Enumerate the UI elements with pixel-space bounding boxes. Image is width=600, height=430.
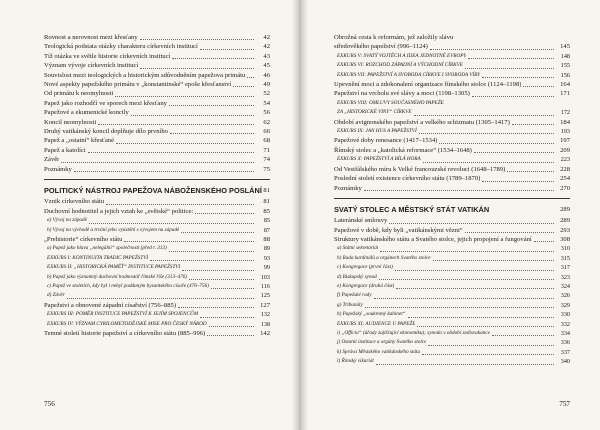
- toc-entry-title: Struktury vatikánského státu a Svatého stolce, jejich propojení a fungování: [334, 235, 532, 243]
- right-section-heading: [334, 198, 570, 214]
- toc-entry-title: a) Papež jako hlava „nelegální“ společnosti (před r. 313): [47, 245, 167, 252]
- right-section-page: 289: [560, 205, 570, 213]
- toc-entry-title: Papež a „ostatní“ křesťané: [44, 137, 115, 145]
- dot-leader: [492, 334, 554, 336]
- toc-entry-page: 340: [560, 358, 570, 366]
- toc-entry-title: EXKURS XI: AUDIENCE U PAPEŽE: [337, 320, 416, 327]
- toc-entry-title: Papežové doby renesance (1417–1534): [334, 137, 438, 145]
- toc-entry-title: d) Biskupský synod: [337, 273, 377, 280]
- left-section-heading: [44, 179, 270, 195]
- toc-entry-page: 116: [260, 282, 270, 290]
- toc-entry-page: 68: [263, 137, 270, 145]
- toc-entry: [334, 52, 570, 61]
- toc-entry: [334, 263, 570, 272]
- toc-entry-title: Papežové a ekumenické koncily: [44, 109, 129, 117]
- toc-entry: [334, 301, 570, 310]
- toc-entry: [334, 320, 570, 329]
- dot-leader: [428, 344, 554, 346]
- toc-entry-page: 127: [260, 301, 270, 309]
- toc-entry-title: h) Papežský „soukromý kabinet“: [337, 311, 406, 318]
- toc-entry: [334, 348, 570, 357]
- dot-leader: [439, 142, 554, 144]
- toc-entry-title: EXKURS IX: JAN HUS A PAPEŽSTVÍ: [337, 128, 417, 135]
- toc-entry-page: 49: [263, 81, 270, 89]
- toc-entry: [334, 357, 570, 366]
- dot-leader: [389, 222, 554, 224]
- dot-leader: [98, 123, 254, 125]
- toc-entry: [44, 127, 270, 136]
- toc-entry-page: 45: [263, 62, 270, 70]
- toc-entry-page: 145: [560, 43, 570, 51]
- toc-entry: [334, 226, 570, 235]
- dot-leader: [178, 306, 254, 308]
- toc-entry-title: k) Správa Městského vatikánského státu: [337, 348, 420, 355]
- dot-leader: [67, 297, 254, 299]
- toc-entry-title: Od primátu k neomylnosti: [44, 90, 114, 98]
- dot-leader: [374, 297, 554, 299]
- toc-entry-title: b) Papež jako významný duchovní hodnostář římské říše (313–476): [47, 273, 188, 280]
- right-toc-bottom: [334, 216, 570, 367]
- toc-entry: [44, 80, 270, 89]
- toc-entry: [334, 174, 570, 183]
- dot-leader: [482, 180, 554, 182]
- toc-entry-title: l) Římský vikariát: [337, 358, 374, 365]
- dot-leader: [172, 57, 254, 59]
- toc-entry: [44, 89, 270, 98]
- toc-entry-page: 324: [560, 282, 570, 290]
- toc-entry-title: Od Vestfálského míru k Velké francouzské revoluci (1648–1789): [334, 165, 506, 173]
- toc-entry: [44, 136, 270, 145]
- toc-entry: [334, 136, 570, 145]
- toc-entry-title: EXKURS VII: PAPEŽSTVÍ A SVOBODA CÍRKVE I SVOBODA VÍRY: [337, 71, 481, 78]
- toc-entry-page: 270: [560, 184, 570, 192]
- toc-entry: [334, 71, 570, 80]
- toc-entry-page: 88: [263, 235, 270, 243]
- dot-leader: [395, 269, 554, 271]
- left-page-number: 756: [44, 400, 55, 408]
- toc-entry-title: Papež a katolíci: [44, 146, 86, 154]
- toc-entry: [44, 146, 270, 155]
- left-toc-bottom: [44, 197, 270, 338]
- dot-leader: [116, 142, 254, 144]
- dot-leader: [365, 306, 554, 308]
- toc-entry-title: a) Vývoj na západě: [47, 217, 87, 224]
- toc-entry: [334, 235, 570, 244]
- toc-entry: [334, 80, 570, 89]
- toc-entry-page: 317: [560, 264, 570, 272]
- toc-entry-page: 132: [260, 311, 270, 319]
- toc-entry-title: EXKURS X: PAPEŽSTVÍ A BÍLÁ HORA: [337, 156, 421, 163]
- dot-leader: [507, 170, 554, 172]
- toc-entry-title: Vznik církevního státu: [44, 198, 105, 206]
- toc-entry-title: g) Tribunály: [337, 301, 363, 308]
- toc-entry-page: 54: [263, 99, 270, 107]
- toc-entry-page: 315: [560, 254, 570, 262]
- toc-entry-title: „Prehistorie“ církevního státu: [44, 235, 123, 243]
- toc-entry: [334, 108, 570, 117]
- toc-entry-page: 172: [560, 109, 570, 117]
- dot-leader: [200, 48, 254, 50]
- toc-entry: [334, 254, 570, 263]
- toc-entry-title: Souvislost mezi teologických a historickým sdůvodněním papežova primátu: [44, 71, 246, 79]
- toc-entry-title: středověkého papežství (996–1124): [334, 43, 428, 51]
- toc-entry: [334, 244, 570, 253]
- toc-entry: [44, 207, 270, 216]
- toc-entry-title: c) Papež ve stoletích, kdy byl i nebyl poddaným byzantského císaře (476–756): [47, 282, 209, 289]
- dot-leader: [169, 250, 254, 252]
- dot-leader: [396, 287, 554, 289]
- toc-entry: [44, 263, 270, 272]
- dot-leader: [140, 67, 254, 69]
- dot-leader: [433, 259, 554, 261]
- toc-entry-page: 52: [263, 90, 270, 98]
- left-section-page: 81: [263, 187, 270, 195]
- toc-entry-page: 330: [560, 311, 570, 319]
- toc-entry: [44, 291, 270, 300]
- toc-entry-page: 209: [560, 146, 570, 154]
- toc-entry-title: EXKURS III: POMĚR INSTITUCE PAPEŽSTVÍ K JEJÍM SPOJENCŮM: [47, 311, 199, 318]
- toc-entry-page: 56: [263, 109, 270, 117]
- toc-entry-page: 85: [263, 217, 270, 225]
- toc-entry-page: 197: [560, 137, 570, 145]
- toc-entry-page: 254: [560, 175, 570, 183]
- toc-entry-title: Poznámky: [334, 184, 362, 192]
- toc-entry-title: EXKURS VI: ROZCHOD ZÁPADNÍ A VÝCHODNÍ CÍRKVE: [337, 62, 463, 69]
- toc-entry: [44, 61, 270, 70]
- right-page: [300, 0, 600, 430]
- toc-entry: [334, 282, 570, 291]
- dot-leader: [169, 104, 254, 106]
- toc-entry-title: Římský stolec a „katolická reformace“ (1534–1648): [334, 146, 472, 154]
- toc-entry-page: 103: [260, 273, 270, 281]
- toc-entry: [334, 329, 570, 338]
- right-toc-top: [334, 33, 570, 193]
- toc-entry-title: f) Papežské rady: [337, 292, 372, 299]
- toc-entry: [44, 254, 270, 263]
- toc-entry-page: 155: [560, 62, 570, 70]
- dot-leader: [482, 76, 554, 78]
- toc-entry-title: ZA „HISTORICKÉ VINY“ CÍRKVE: [337, 109, 412, 116]
- toc-entry-title: Papežství a obnovené západní císařství (756–885): [44, 301, 177, 309]
- toc-entry: [44, 42, 270, 51]
- toc-entry: [334, 99, 570, 108]
- toc-entry-title: EXKURS II: „HISTORICKÁ PAMĚŤ“ INSTITUCE PAPEŽSTVÍ: [47, 264, 181, 271]
- dot-leader: [423, 161, 554, 163]
- toc-entry-page: 125: [260, 292, 270, 300]
- toc-entry-page: 337: [560, 348, 570, 356]
- toc-entry-title: Poznámky: [44, 165, 72, 173]
- toc-entry: [44, 52, 270, 61]
- toc-entry: [44, 226, 270, 235]
- left-section-title: POLITICKÝ NÁSTROJ PAPEŽOVA NÁBOŽENSKÉHO POSLÁNÍ: [44, 186, 262, 196]
- toc-entry-page: 138: [260, 320, 270, 328]
- dot-leader: [74, 170, 254, 172]
- toc-entry: [44, 71, 270, 80]
- toc-entry-title: Význam vývoje církevních institucí: [44, 62, 139, 70]
- dot-leader: [140, 38, 254, 40]
- dot-leader: [414, 114, 554, 116]
- dot-leader: [380, 250, 554, 252]
- toc-entry: [334, 33, 570, 42]
- dot-leader: [182, 269, 254, 271]
- toc-entry: [334, 273, 570, 282]
- toc-entry: [334, 155, 570, 164]
- dot-leader: [465, 231, 554, 233]
- toc-entry: [334, 310, 570, 319]
- toc-entry-page: 148: [560, 52, 570, 60]
- toc-entry-page: 334: [560, 329, 570, 337]
- toc-entry-title: Období avignonského papežství a velkého schizmatu (1305–1417): [334, 118, 510, 126]
- toc-entry-page: 66: [263, 128, 270, 136]
- toc-entry-page: 184: [560, 118, 570, 126]
- dot-leader: [364, 189, 554, 191]
- dot-leader: [422, 353, 554, 355]
- dot-leader: [512, 123, 554, 125]
- toc-entry-title: Papež jako rozhodčí ve sporech mezi křesťany: [44, 99, 167, 107]
- toc-entry-page: 74: [263, 156, 270, 164]
- toc-entry-page: 308: [560, 235, 570, 243]
- toc-entry-page: 156: [560, 71, 570, 79]
- toc-entry: [334, 184, 570, 193]
- dot-leader: [124, 240, 254, 242]
- dot-leader: [379, 278, 554, 280]
- dot-leader: [131, 114, 254, 116]
- toc-entry-title: d) Závěr: [47, 292, 65, 299]
- toc-entry: [334, 216, 570, 225]
- toc-entry-page: 310: [560, 245, 570, 253]
- dot-leader: [247, 76, 254, 78]
- toc-entry: [44, 118, 270, 127]
- dot-leader: [472, 95, 554, 97]
- toc-entry-title: Teologická podstata otázky charakteru církevních institucí: [44, 43, 198, 51]
- toc-entry-title: Papežové v době, kdy byli „vatikánskými vězni“: [334, 226, 463, 234]
- toc-entry-page: 71: [263, 146, 270, 154]
- toc-entry: [334, 146, 570, 155]
- toc-entry-title: c) Kongregace (první část): [337, 264, 393, 271]
- toc-entry-page: 43: [263, 52, 270, 60]
- dot-leader: [150, 259, 254, 261]
- toc-entry-page: 85: [263, 207, 270, 215]
- dot-leader: [211, 287, 254, 289]
- toc-entry: [44, 329, 270, 338]
- dot-leader: [233, 85, 254, 87]
- toc-entry-title: b) Vývoj na východě a trvání jeho vyústění s vývojem na západě: [47, 226, 180, 233]
- toc-entry-page: 42: [263, 34, 270, 41]
- toc-entry: [44, 273, 270, 282]
- toc-entry-page: 193: [560, 128, 570, 136]
- toc-entry-page: 46: [263, 71, 270, 79]
- toc-entry: [44, 216, 270, 225]
- toc-entry-page: 89: [263, 245, 270, 253]
- right-page-number: 757: [559, 400, 570, 408]
- dot-leader: [523, 85, 554, 87]
- dot-leader: [195, 212, 254, 214]
- toc-entry-page: 171: [560, 90, 570, 98]
- toc-entry: [44, 301, 270, 310]
- dot-leader: [430, 48, 554, 50]
- toc-entry: [44, 33, 270, 42]
- dot-leader: [200, 316, 254, 318]
- toc-entry-page: 223: [560, 156, 570, 164]
- toc-entry-title: a) Státní sekretariát: [337, 245, 379, 252]
- dot-leader: [209, 325, 254, 327]
- toc-entry: [334, 42, 570, 51]
- toc-entry: [334, 89, 570, 98]
- toc-entry: [44, 99, 270, 108]
- toc-entry-page: 75: [263, 165, 270, 173]
- toc-entry-title: EXKURS VIII: OMLUVY SOUČASNÉHO PAPEŽE: [337, 99, 444, 106]
- dot-leader: [465, 67, 554, 69]
- toc-entry-title: j) Ostatní instituce a orgány Svatého stolce: [337, 339, 427, 346]
- dot-leader: [419, 132, 554, 134]
- toc-entry: [44, 235, 270, 244]
- toc-entry-title: Upevnění moci a zdokonalení organizace římského stolce (1124–1198): [334, 81, 522, 89]
- toc-entry-title: EXKURS I: KONTINUITA TRADIC PAPEŽSTVÍ: [47, 254, 149, 261]
- dot-leader: [534, 240, 554, 242]
- dot-leader: [468, 57, 554, 59]
- dot-leader: [376, 363, 554, 365]
- dot-leader: [115, 95, 254, 97]
- toc-entry-title: Druhý vatikánský koncil doplňuje dílo prvního: [44, 128, 168, 136]
- dot-leader: [181, 231, 254, 233]
- toc-entry: [334, 118, 570, 127]
- toc-entry-title: b) Rada kardinálů a orgánech Svatého stolce: [337, 254, 431, 261]
- toc-entry-page: 164: [560, 81, 570, 89]
- dot-leader: [106, 203, 254, 205]
- dot-leader: [170, 132, 254, 134]
- dot-leader: [88, 151, 254, 153]
- toc-entry-title: Nové aspekty papežského primátu v „konstantinské“ epoše křesťanství: [44, 81, 232, 89]
- toc-entry-title: Tíž otázka ve světle historie církevních institucí: [44, 52, 171, 60]
- dot-leader: [417, 325, 554, 327]
- toc-entry-page: 289: [560, 217, 570, 225]
- toc-entry: [334, 127, 570, 136]
- toc-entry: [334, 338, 570, 347]
- toc-entry-page: 87: [263, 226, 270, 234]
- toc-entry-page: 228: [560, 165, 570, 173]
- toc-entry: [44, 244, 270, 253]
- toc-entry: [334, 165, 570, 174]
- left-toc-top: [44, 33, 270, 174]
- toc-entry-title: EXKURS IV: VÝZNAM CYRILOMETODĚJSKÉ MISE PRO ČESKÝ NÁROD: [47, 320, 207, 327]
- dot-leader: [61, 161, 254, 163]
- toc-entry-page: 323: [560, 273, 570, 281]
- toc-entry-title: Lateránské smlouvy: [334, 217, 388, 225]
- toc-entry-title: Poslední století existence církevního státu (1789–1870): [334, 175, 481, 183]
- toc-entry-page: 329: [560, 301, 570, 309]
- toc-entry-page: 93: [263, 254, 270, 262]
- toc-entry-title: Koncil neomylnosti: [44, 118, 97, 126]
- toc-entry-page: 326: [560, 292, 570, 300]
- toc-entry-page: 81: [263, 198, 270, 206]
- right-section-title: SVATÝ STOLEC A MĚSTSKÝ STÁT VATIKÁN: [334, 204, 490, 214]
- toc-entry: [334, 61, 570, 70]
- dot-leader: [89, 222, 254, 224]
- toc-entry-page: 336: [560, 339, 570, 347]
- toc-entry: [44, 282, 270, 291]
- toc-entry-title: Papežství na vrcholu své slávy a moci (1198–1305): [334, 90, 470, 98]
- toc-entry: [44, 108, 270, 117]
- toc-entry-page: 99: [263, 264, 270, 272]
- dot-leader: [474, 151, 554, 153]
- toc-entry-page: 332: [560, 320, 570, 328]
- toc-entry: [44, 197, 270, 206]
- toc-entry-title: Obrožná cesta k reformám, jež založily slávu: [334, 34, 454, 41]
- dot-leader: [207, 334, 254, 336]
- toc-entry-title: Rovnost a nerovnost mezi křesťany: [44, 34, 138, 41]
- toc-entry-title: Temné století historie papežství a církevního státu (885–996): [44, 329, 206, 337]
- toc-entry-page: 62: [263, 118, 270, 126]
- toc-entry: [44, 155, 270, 164]
- toc-entry-title: i) „Officia“ (úřady zajišťující ekonomiku); synoda v období sedisvakance: [337, 329, 490, 336]
- toc-entry: [334, 291, 570, 300]
- toc-entry-page: 293: [560, 226, 570, 234]
- toc-entry-title: e) Kongregace (druhá část): [337, 282, 395, 289]
- dot-leader: [189, 278, 254, 280]
- dot-leader: [408, 316, 554, 318]
- toc-entry-title: EXKURS V: SVATÝ VOJTĚCH A IDEA JEDNOTNÉ EVROPY: [337, 52, 467, 59]
- toc-entry-page: 42: [263, 43, 270, 51]
- toc-entry: [44, 165, 270, 174]
- toc-entry-title: Závěr: [44, 156, 60, 164]
- toc-entry: [44, 320, 270, 329]
- toc-entry-page: 142: [260, 329, 270, 337]
- toc-entry-title: Duchovní hodnotitel a jejich vztah ke „světské“ politice:: [44, 207, 194, 215]
- toc-entry: [44, 310, 270, 319]
